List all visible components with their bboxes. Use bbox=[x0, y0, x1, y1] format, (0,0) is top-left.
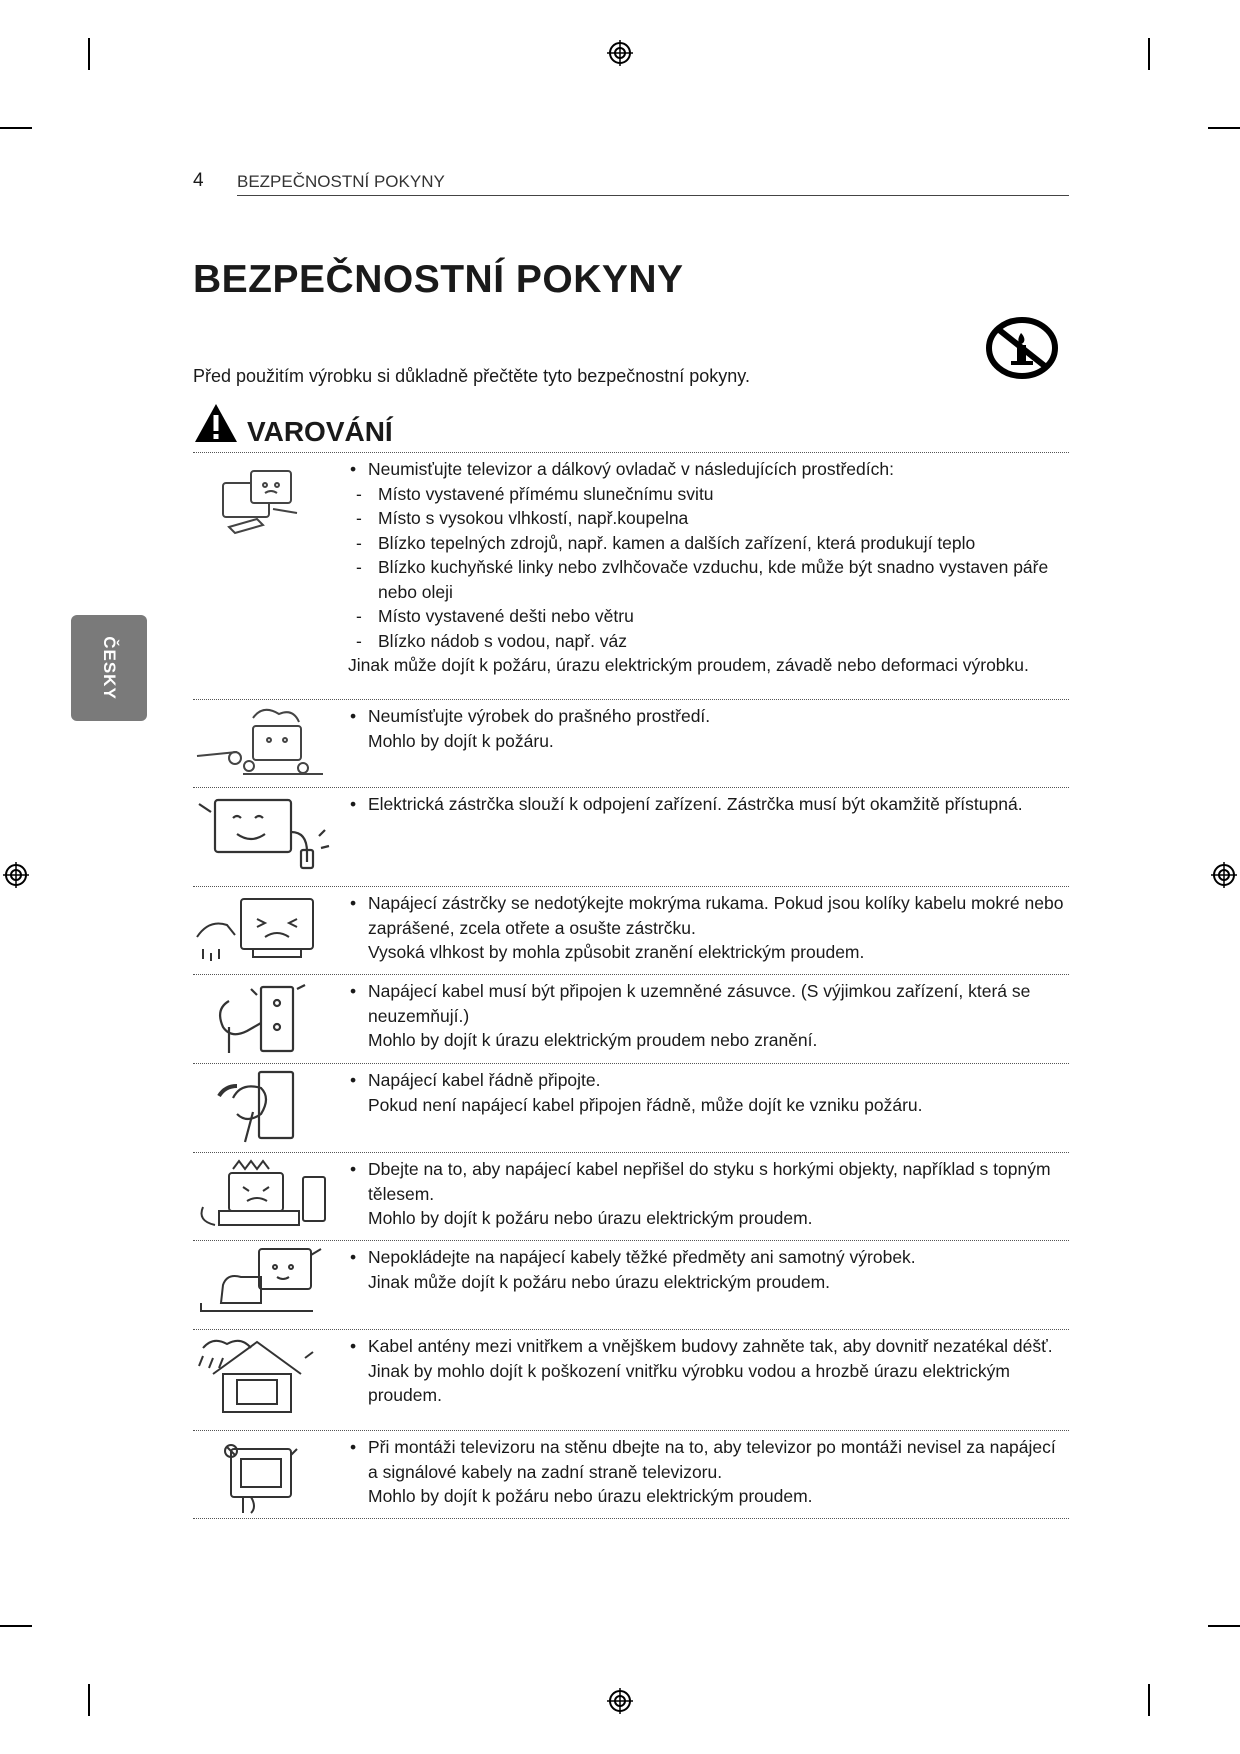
language-side-tab bbox=[71, 615, 147, 721]
crop-mark bbox=[88, 1684, 90, 1716]
warning-triangle-icon bbox=[193, 402, 239, 444]
warning-item bbox=[193, 699, 1069, 787]
header-rule bbox=[237, 195, 1069, 196]
crop-mark bbox=[1148, 1684, 1150, 1716]
wall-mount-cables-illustration-icon bbox=[193, 1435, 335, 1515]
warning-item bbox=[193, 452, 1069, 699]
warning-item bbox=[193, 1329, 1069, 1430]
power-plug-disconnect-illustration-icon bbox=[193, 792, 335, 872]
bullet-text: • Dbejte na to, aby napájecí kabel nepřišel do styku s horkými objekty, například s topným tělesem. bbox=[350, 1157, 1069, 1206]
tv-remote-environment-illustration-icon bbox=[193, 461, 335, 541]
bullet-text: • Neumisťujte televizor a dálkový ovladač v následujících prostředích: bbox=[350, 457, 1069, 482]
consequence-text: Mohlo by dojít k požáru. bbox=[368, 730, 554, 751]
warning-label: VAROVÁNÍ bbox=[247, 416, 393, 447]
warning-item bbox=[193, 1430, 1069, 1519]
sub-item: - Místo s vysokou vlhkostí, např.koupelna bbox=[354, 506, 1069, 531]
grounded-outlet-illustration-icon bbox=[193, 979, 335, 1059]
bullet-text: • Při montáži televizoru na stěnu dbejte na to, aby televizor po montáži nevisel za napájecí a signálové kabely na zadní straně televizoru. bbox=[350, 1435, 1069, 1484]
cable-heater-illustration-icon bbox=[193, 1157, 335, 1237]
warning-item bbox=[193, 1240, 1069, 1329]
crop-mark bbox=[88, 38, 90, 70]
bullet-text: • Neumísťujte výrobek do prašného prostředí. bbox=[350, 704, 1069, 729]
consequence-text: Mohlo by dojít k úrazu elektrickým proudem nebo zranění. bbox=[368, 1030, 818, 1050]
sub-item: - Blízko tepelných zdrojů, např. kamen a dalších zařízení, která produkují teplo bbox=[354, 531, 1069, 556]
registration-mark-icon bbox=[3, 862, 29, 888]
plug-insert-firmly-illustration-icon bbox=[193, 1068, 335, 1148]
consequence-text: Jinak by mohlo dojít k poškození vnitřku výrobku vodou a hrozbě úrazu elektrickým proudem. bbox=[368, 1360, 1010, 1405]
heavy-object-on-cable-illustration-icon bbox=[193, 1245, 335, 1325]
intro-text: Před použitím výrobku si důkladně přečtěte tyto bezpečnostní pokyny. bbox=[193, 366, 750, 386]
consequence-text: Mohlo by dojít k požáru nebo úrazu elektrickým proudem. bbox=[368, 1486, 813, 1506]
no-open-flame-icon bbox=[984, 315, 1060, 381]
warning-item bbox=[193, 1063, 1069, 1152]
bullet-text: • Napájecí kabel musí být připojen k uzemněné zásuvce. (S výjimkou zařízení, která se neuzemňují.) bbox=[350, 979, 1069, 1028]
running-title: BEZPEČNOSTNÍ POKYNY bbox=[237, 172, 445, 191]
sub-item: - Blízko nádob s vodou, např. váz bbox=[354, 629, 1069, 654]
warning-item bbox=[193, 787, 1069, 886]
consequence-text: Pokud není napájecí kabel připojen řádně, může dojít ke vzniku požáru. bbox=[368, 1094, 923, 1115]
bullet-text: • Napájecí kabel řádně připojte. bbox=[350, 1068, 1069, 1093]
registration-mark-icon bbox=[607, 1688, 633, 1714]
crop-mark bbox=[1208, 1625, 1240, 1627]
sub-item: - Blízko kuchyňské linky nebo zvlhčovače vzduchu, kde může být snadno vystaven páře nebo oleji bbox=[354, 555, 1069, 604]
consequence-text: Vysoká vlhkost by mohla způsobit zranění elektrickým proudem. bbox=[368, 942, 865, 962]
crop-mark bbox=[0, 1625, 32, 1627]
warning-item bbox=[193, 886, 1069, 974]
registration-mark-icon bbox=[607, 40, 633, 66]
dusty-environment-illustration-icon bbox=[193, 704, 335, 784]
warning-list bbox=[193, 452, 1069, 1519]
crop-mark bbox=[1208, 127, 1240, 129]
consequence-text: Mohlo by dojít k požáru nebo úrazu elektrickým proudem. bbox=[368, 1208, 813, 1228]
wet-hands-plug-illustration-icon bbox=[193, 891, 335, 971]
page-number: 4 bbox=[193, 170, 204, 191]
page-title: BEZPEČNOSTNÍ POKYNY bbox=[193, 258, 684, 301]
registration-mark-icon bbox=[1211, 862, 1237, 888]
sub-item: - Místo vystavené přímému slunečnímu svitu bbox=[354, 482, 1069, 507]
warning-heading bbox=[193, 402, 593, 448]
crop-mark bbox=[0, 127, 32, 129]
bullet-text: • Kabel antény mezi vnitřkem a vnějškem budovy zahněte tak, aby dovnitř nezatékal déšť. bbox=[350, 1334, 1069, 1359]
warning-item bbox=[193, 1152, 1069, 1240]
bullet-text: • Nepokládejte na napájecí kabely těžké předměty ani samotný výrobek. bbox=[350, 1245, 1069, 1270]
antenna-cable-rain-illustration-icon bbox=[193, 1334, 335, 1414]
warning-item bbox=[193, 974, 1069, 1063]
bullet-text: • Napájecí zástrčky se nedotýkejte mokrýma rukama. Pokud jsou kolíky kabelu mokré nebo zaprášené, zcela otřete a osušte zástrčku. bbox=[350, 891, 1069, 940]
language-label: ČESKY bbox=[100, 636, 119, 700]
crop-mark bbox=[1148, 38, 1150, 70]
consequence-text: Jinak může dojít k požáru nebo úrazu elektrickým proudem. bbox=[368, 1271, 831, 1292]
page-header bbox=[193, 170, 1069, 196]
consequence-text: Jinak může dojít k požáru, úrazu elektrickým proudem, závadě nebo deformaci výrobku. bbox=[348, 655, 1029, 675]
sub-item: - Místo vystavené dešti nebo větru bbox=[354, 604, 1069, 629]
bullet-text: • Elektrická zástrčka slouží k odpojení zařízení. Zástrčka musí být okamžitě přístupná. bbox=[350, 792, 1069, 817]
